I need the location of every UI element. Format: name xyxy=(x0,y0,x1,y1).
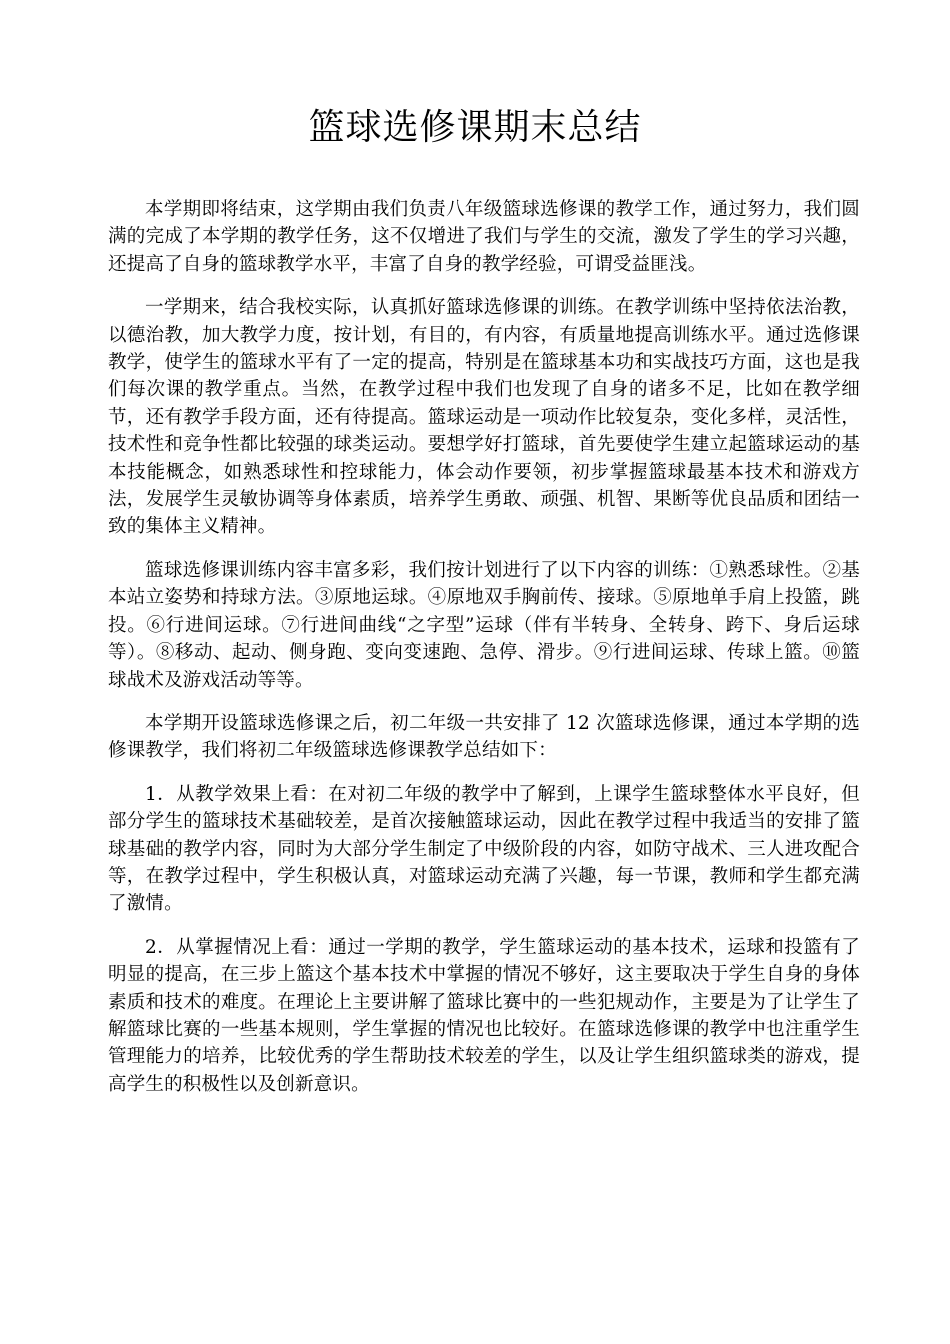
document-title: 篮球选修课期末总结 xyxy=(308,107,642,148)
paragraph-summary-intro: 本学期开设篮球选修课之后，初二年级一共安排了 12 次篮球选修课，通过本学期的选修课教学，我们将初二年级篮球选修课教学总结如下： xyxy=(108,712,860,762)
document-body xyxy=(108,196,860,1114)
paragraph-intro: 本学期即将结束，这学期由我们负责八年级篮球选修课的教学工作，通过努力，我们圆满的完成了本学期的教学任务，这不仅增进了我们与学生的交流，激发了学生的学习兴趣，还提高了自身的篮球教学水平，丰富了自身的教学经验，可谓受益匪浅。 xyxy=(108,199,860,275)
paragraph-training-content: 篮球选修课训练内容丰富多彩，我们按计划进行了以下内容的训练：①熟悉球性。②基本站立姿势和持球方法。③原地运球。④原地双手胸前传、接球。⑤原地单手肩上投篮，跳投。⑥行进间运球。⑦行进间曲线“之字型”运球（伴有半转身、全转身、跨下、身后运球等）。⑧移动、起动、侧身跑、变向变速跑、急停、滑步。⑨行进间运球、传球上篮。⑩篮球战术及游戏活动等等。 xyxy=(108,559,860,691)
paragraph-teaching-effect: 1．从教学效果上看：在对初二年级的教学中了解到，上课学生篮球整体水平良好，但部分学生的篮球技术基础较差，是首次接触篮球运动，因此在教学过程中我适当的安排了篮球基础的教学内容，同时为大部分学生制定了中级阶段的内容，如防守战术、三人进攻配合等，在教学过程中，学生积极认真，对篮球运动充满了兴趣，每一节课，教师和学生都充满了激情。 xyxy=(108,783,860,915)
paragraph-mastery: 2．从掌握情况上看：通过一学期的教学，学生篮球运动的基本技术，运球和投篮有了明显的提高，在三步上篮这个基本技术中掌握的情况不够好，这主要取决于学生自身的身体素质和技术的难度。在理论上主要讲解了篮球比赛中的一些犯规动作，主要是为了让学生了解篮球比赛的一些基本规则，学生掌握的情况也比较好。在篮球选修课的教学中也注重学生管理能力的培养，比较优秀的学生帮助技术较差的学生，以及让学生组织篮球类的游戏，提高学生的积极性以及创新意识。 xyxy=(108,936,860,1095)
paragraph-training-overview: 一学期来，结合我校实际，认真抓好篮球选修课的训练。在教学训练中坚持依法治教，以德治教，加大教学力度，按计划，有目的，有内容，有质量地提高训练水平。通过选修课教学，使学生的篮球水平有了一定的提高，特别是在篮球基本功和实战技巧方面，这也是我们每次课的教学重点。当然，在教学过程中我们也发现了自身的诸多不足，比如在教学细节，还有教学手段方面，还有待提高。篮球运动是一项动作比较复杂，变化多样，灵活性，技术性和竞争性都比较强的球类运动。要想学好打篮球，首先要使学生建立起篮球运动的基本技能概念，如熟悉球性和控球能力，体会动作要领，初步掌握篮球最基本技术和游戏方法，发展学生灵敏协调等身体素质，培养学生勇敢、顽强、机智、果断等优良品质和团结一致的集体主义精神。 xyxy=(108,297,860,538)
